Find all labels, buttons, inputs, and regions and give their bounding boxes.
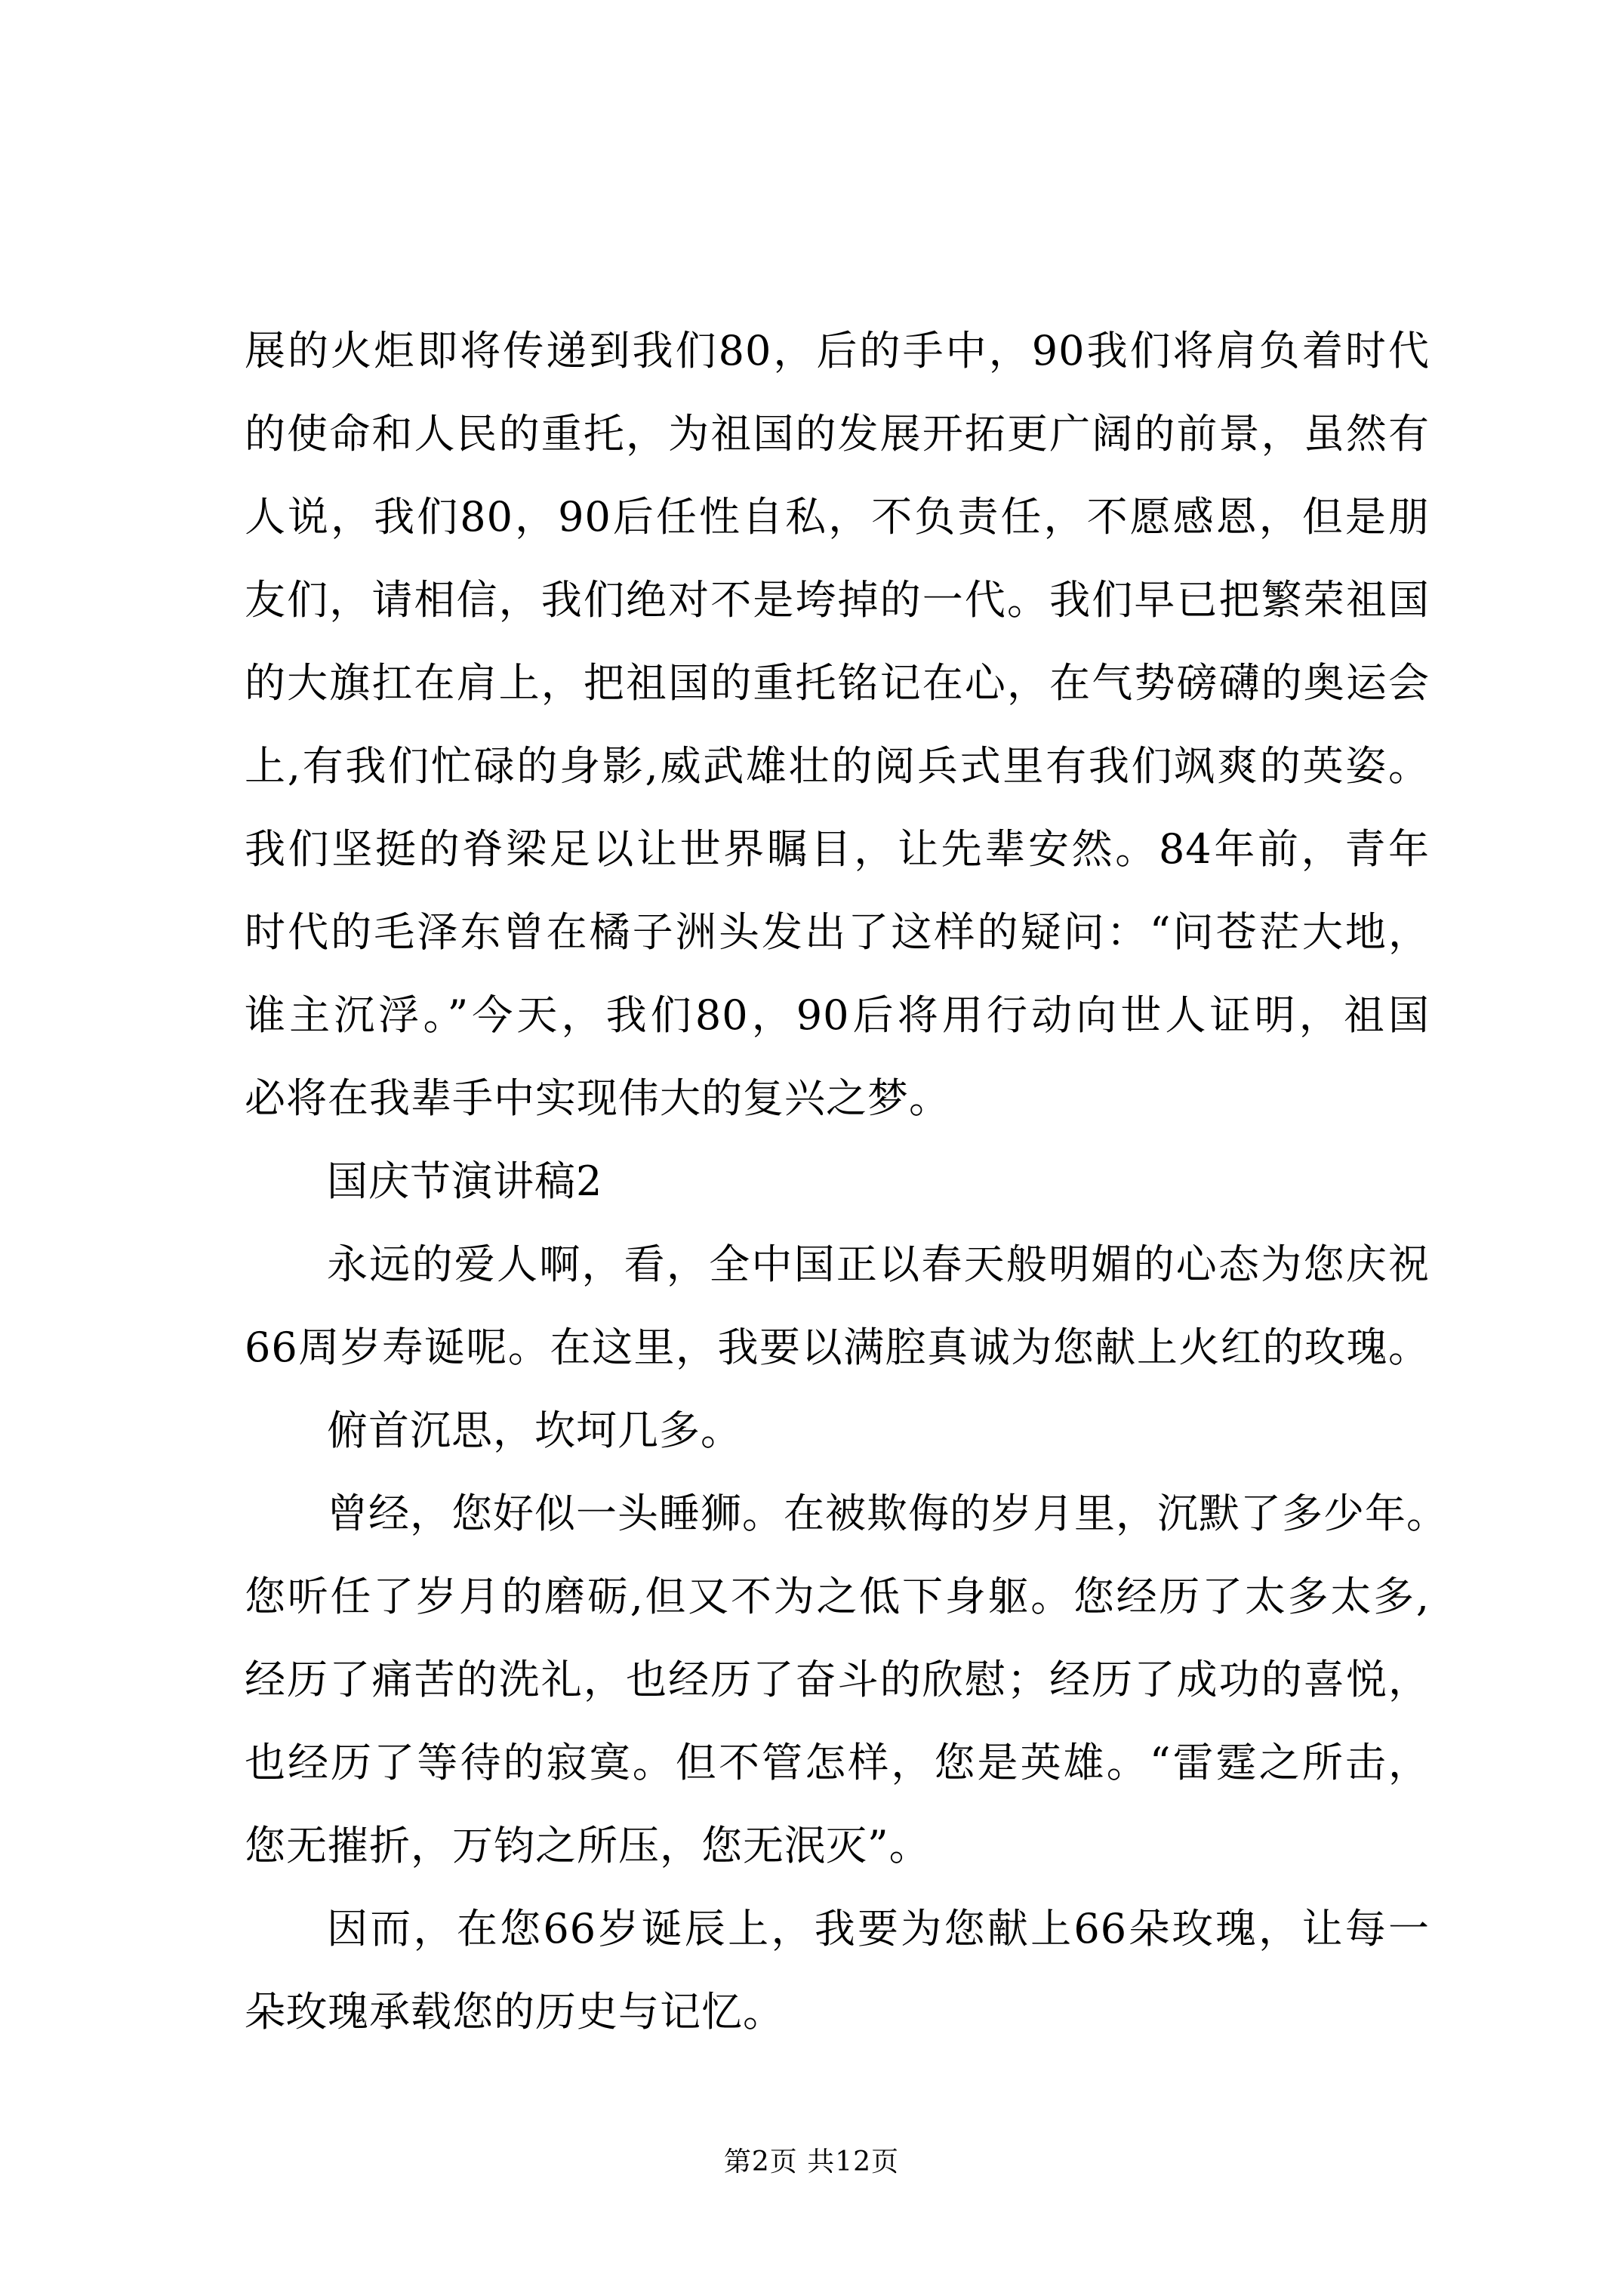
page-footer: 第2页 共12页 (723, 2147, 900, 2177)
text-line: 朵玫瑰承载您的历史与记忆。 (245, 1988, 784, 2036)
text-line: 因而，在您66岁诞辰上，我要为您献上66朵玫瑰，让每一 (327, 1905, 1430, 1952)
text-line: 您听任了岁月的磨砺,但又不为之低下身躯。您经历了太多太多, (245, 1573, 1430, 1620)
text-line: 您无摧折，万钧之所压，您无泯灭”。 (245, 1822, 931, 1869)
body-text (245, 310, 1448, 2054)
text-line: 我们坚挺的脊梁足以让世界瞩目，让先辈安然。84年前，青年 (245, 825, 1430, 873)
text-line: 66周岁寿诞呢。在这里，我要以满腔真诚为您献上火红的玫瑰。 (245, 1324, 1430, 1371)
text-line: 展的火炬即将传递到我们80，后的手中，90我们将肩负着时代 (245, 327, 1430, 374)
text-line: 经历了痛苦的洗礼，也经历了奋斗的欣慰；经历了成功的喜悦， (245, 1656, 1430, 1703)
text-line: 俯首沉思，坎坷几多。 (327, 1407, 742, 1454)
text-line: 也经历了等待的寂寞。但不管怎样，您是英雄。“雷霆之所击， (245, 1739, 1430, 1786)
text-line: 上,有我们忙碌的身影,威武雄壮的阅兵式里有我们飒爽的英姿。 (245, 742, 1430, 790)
text-line: 曾经，您好似一头睡狮。在被欺侮的岁月里，沉默了多少年。 (327, 1490, 1448, 1537)
section-heading: 国庆节演讲稿2 (327, 1157, 603, 1205)
text-line: 人说，我们80，90后任性自私，不负责任，不愿感恩，但是朋 (245, 493, 1430, 541)
text-line: 谁主沉浮。”今天，我们80，90后将用行动向世人证明，祖国 (245, 991, 1430, 1039)
text-line: 时代的毛泽东曾在橘子洲头发出了这样的疑问：“问苍茫大地， (245, 908, 1430, 956)
text-line: 友们，请相信，我们绝对不是垮掉的一代。我们早已把繁荣祖国 (245, 576, 1430, 624)
text-line: 必将在我辈手中实现伟大的复兴之梦。 (245, 1074, 950, 1122)
text-line: 永远的爱人啊，看，全中国正以春天般明媚的心态为您庆祝 (327, 1240, 1430, 1288)
text-line: 的大旗扛在肩上，把祖国的重托铭记在心，在气势磅礴的奥运会 (245, 659, 1430, 707)
text-line: 的使命和人民的重托，为祖国的发展开拓更广阔的前景，虽然有 (245, 410, 1430, 458)
